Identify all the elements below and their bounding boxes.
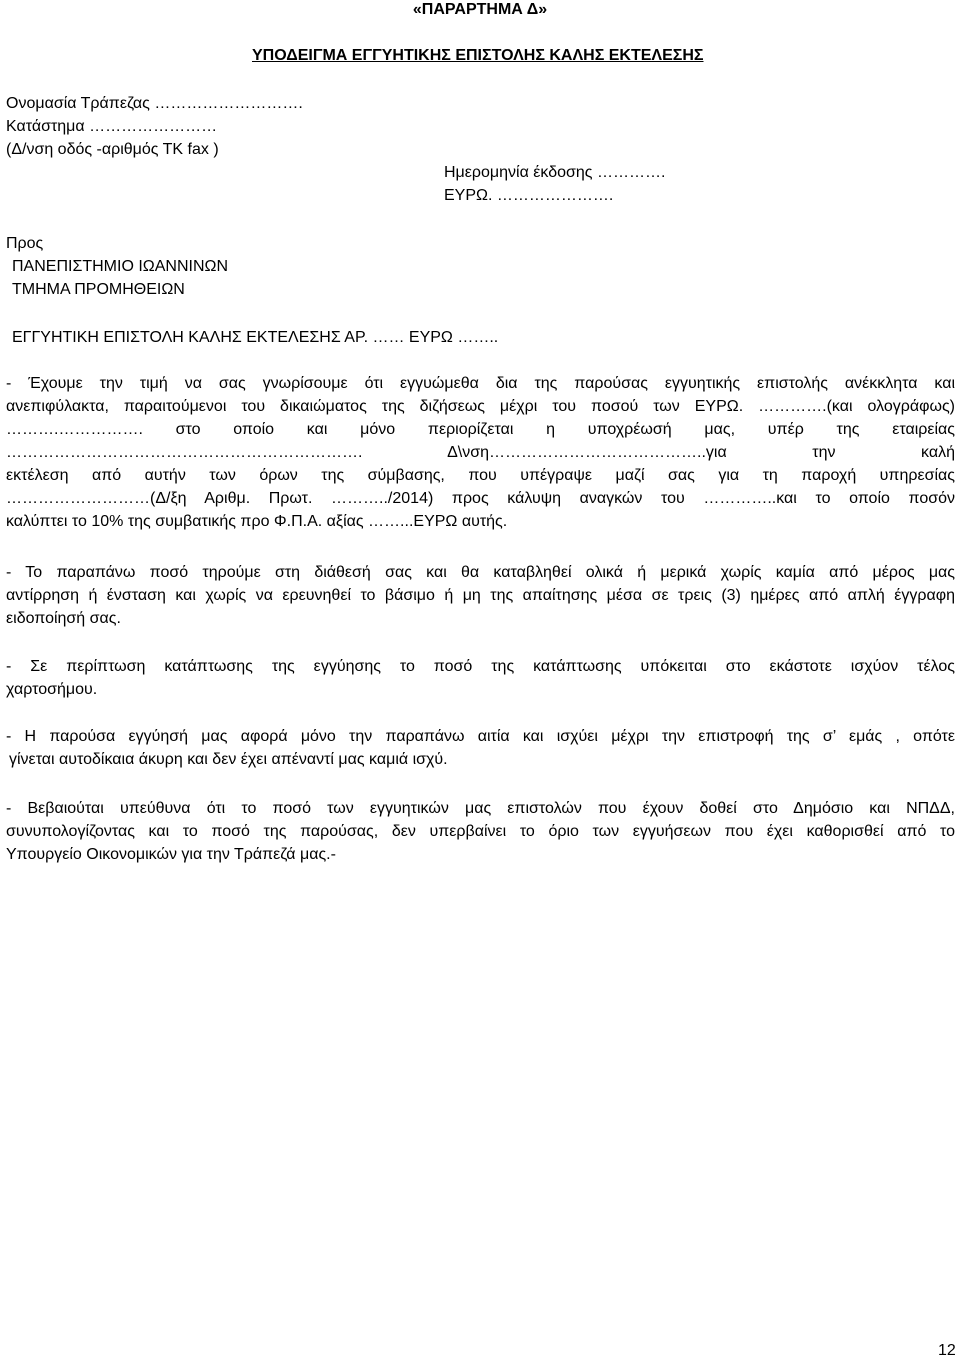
issue-euro-line: ΕΥΡΩ. …………………. [444, 187, 614, 204]
paragraph-line: ………………………(Δ/ξη Αριθμ. Πρωτ. ………../2014) προς κάλυψη αναγκών του …………..και το οποίο ποσόν [6, 490, 955, 507]
paragraph-line: αντίρρηση ή ένσταση και χωρίς να ερευνηθεί το βάσιμο ή μη της απαίτησης μέσα σε τρεις (3) ημέρες από απλή έγγραφη [6, 587, 955, 604]
recipient-to: Προς [6, 235, 44, 252]
recipient-org: ΠΑΝΕΠΙΣΤΗΜΙΟ ΙΩΑΝΝΙΝΩΝ [12, 258, 229, 275]
bank-address-line: (Δ/νση οδός -αριθμός ΤΚ fax ) [6, 141, 219, 158]
paragraph-line: χαρτοσήμου. [6, 681, 98, 698]
paragraph-line: συνυπολογίζοντας και το ποσό της παρούσας, δεν υπερβαίνει το όριο των εγγυήσεων που έχει καθορισθεί από το [6, 823, 955, 840]
paragraph-line: - Το παραπάνω ποσό τηρούμε στη διάθεσή σας και θα καταβληθεί ολικά ή μερικά χωρίς καμία από μέρος μας [6, 564, 955, 581]
document-title: ΥΠΟΔΕΙΓΜΑ ΕΓΓΥΗΤΙΚΗΣ ΕΠΙΣΤΟΛΗΣ ΚΑΛΗΣ ΕΚΤΕΛΕΣΗΣ [252, 47, 704, 64]
paragraph-line: …………………………………………………………. Δ\νση…………………………………..για την καλή [6, 444, 955, 461]
paragraph-line: - Έχουμε την τιμή να σας γνωρίσουμε ότι εγγυώμεθα δια της παρούσας εγγυητικής επιστολής ανέκκλητα και [6, 375, 955, 392]
paragraph-line: ειδοποίησή σας. [6, 610, 121, 627]
paragraph-stamp-duty [6, 655, 955, 701]
bank-name-line: Ονομασία Τράπεζας ………………………. [6, 95, 303, 112]
annex-title: «ΠΑΡΑΡΤΗΜΑ Δ» [412, 1, 548, 18]
paragraph-line: ……….……………. στο οποίο και μόνο περιορίζεται η υποχρέωσή μας, υπέρ της εταιρείας [6, 421, 955, 438]
paragraph-line: Υπουργείο Οικονομικών για την Τράπεζά μας.- [6, 846, 336, 863]
guarantee-reference-line: ΕΓΓΥΗΤΙΚΗ ΕΠΙΣΤΟΛΗ ΚΑΛΗΣ ΕΚΤΕΛΕΣΗΣ ΑΡ. …… ΕΥΡΩ …….. [12, 329, 499, 346]
paragraph-line: - Σε περίπτωση κατάπτωσης της εγγύησης το ποσό της κατάπτωσης υπόκειται στο εκάστοτε ισχύον τέλος [6, 658, 955, 675]
paragraph-limit-declaration [6, 797, 955, 866]
page-number: 12 [938, 1342, 956, 1359]
issue-date-line: Ημερομηνία έκδοσης …………. [444, 164, 666, 181]
paragraph-line: ανεπιφύλακτα, παραιτούμενοι του δικαιώματος της διζήσεως μέχρι του ποσού των ΕΥΡΩ. ………….(και ολογράφως) [6, 398, 955, 415]
paragraph-line: - Βεβαιούται υπεύθυνα ότι το ποσό των εγγυητικών μας επιστολών που έχουν δοθεί στο Δημόσιο και ΝΠΔΔ, [6, 800, 955, 817]
recipient-dept: ΤΜΗΜΑ ΠΡΟΜΗΘΕΙΩΝ [12, 281, 185, 298]
paragraph-guarantee-terms [6, 372, 955, 533]
paragraph-line: καλύπτει το 10% της συμβατικής προ Φ.Π.Α. αξίας ……...ΕΥΡΩ αυτής. [6, 513, 508, 530]
paragraph-line: γίνεται αυτοδίκαια άκυρη και δεν έχει απέναντί μας καμιά ισχύ. [9, 751, 448, 768]
paragraph-payment-terms [6, 561, 955, 630]
bank-branch-line: Κατάστημα …………………… [6, 118, 218, 135]
paragraph-line: εκτέλεση από αυτήν των όρων της σύμβασης, που υπέγραψε μαζί σας για τη παροχή υπηρεσίας [6, 467, 955, 484]
paragraph-validity [6, 725, 955, 771]
paragraph-line: - Η παρούσα εγγύησή μας αφορά μόνο την παραπάνω αιτία και ισχύει μέχρι την επιστροφή της σ’ εμάς , οπότε [6, 728, 955, 745]
